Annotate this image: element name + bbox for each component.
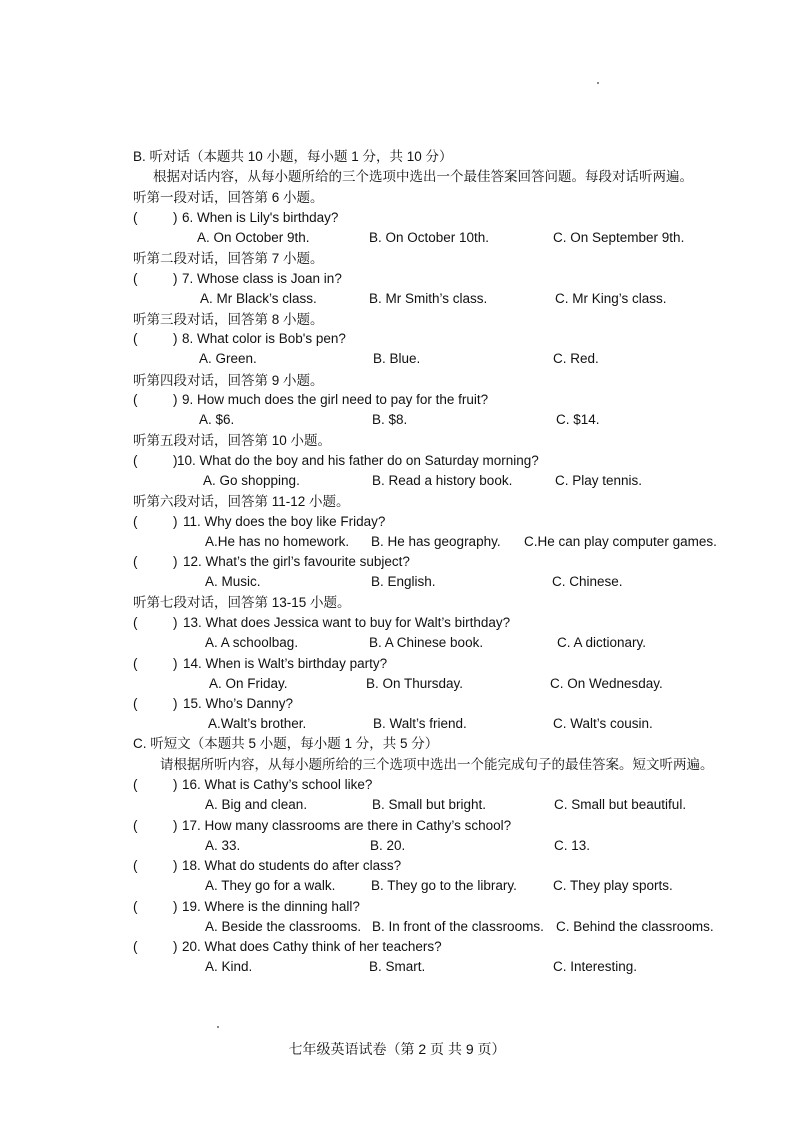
answer-blank-close: ) — [173, 818, 178, 833]
question-text: 19. Where is the dinning hall? — [182, 899, 360, 914]
option-b[interactable]: B. $8. — [372, 412, 408, 427]
option-c[interactable]: C. They play sports. — [553, 878, 673, 893]
answer-blank-close: ) — [173, 656, 178, 671]
answer-blank-close: ) — [173, 453, 178, 468]
dialogue-heading-2: 听第二段对话，回答第 7 小题。 — [133, 251, 324, 266]
answer-blank-open[interactable]: ( — [133, 392, 138, 407]
option-a[interactable]: A. Music. — [205, 574, 261, 589]
dialogue-heading-4: 听第四段对话，回答第 9 小题。 — [133, 373, 324, 388]
answer-blank-close: ) — [173, 696, 178, 711]
option-a[interactable]: A. On October 9th. — [197, 230, 310, 245]
question-text: 14. When is Walt’s birthday party? — [183, 656, 388, 671]
dialogue-heading-1: 听第一段对话，回答第 6 小题。 — [133, 190, 324, 205]
option-b[interactable]: B. Mr Smith’s class. — [369, 291, 488, 306]
option-c[interactable]: C. A dictionary. — [557, 635, 647, 650]
option-c[interactable]: C. $14. — [556, 412, 600, 427]
option-c[interactable]: C. 13. — [554, 838, 591, 853]
option-a[interactable]: A.Walt’s brother. — [208, 716, 307, 731]
option-b[interactable]: B. 20. — [370, 838, 406, 853]
scan-speck — [597, 82, 599, 84]
option-b[interactable]: B. Blue. — [373, 351, 421, 366]
answer-blank-close: ) — [173, 615, 178, 630]
answer-blank-open[interactable]: ( — [133, 453, 138, 468]
dialogue-heading-5: 听第五段对话，回答第 10 小题。 — [133, 433, 332, 448]
answer-blank-open[interactable]: ( — [133, 514, 138, 529]
answer-blank-close: ) — [173, 331, 178, 346]
question-text: 20. What does Cathy think of her teachers? — [182, 939, 442, 954]
question-text: 12. What’s the girl’s favourite subject? — [183, 554, 410, 569]
option-c[interactable]: C. Behind the classrooms. — [556, 919, 714, 934]
option-c[interactable]: C. Red. — [553, 351, 599, 366]
scan-speck — [217, 1026, 219, 1028]
dialogue-heading-6: 听第六段对话，回答第 11-12 小题。 — [133, 494, 350, 509]
option-b[interactable]: B. On Thursday. — [366, 676, 464, 691]
answer-blank-open[interactable]: ( — [133, 331, 138, 346]
answer-blank-close: ) — [173, 858, 178, 873]
option-a[interactable]: A. A schoolbag. — [205, 635, 299, 650]
option-b[interactable]: B. Read a history book. — [372, 473, 513, 488]
option-c[interactable]: C.He can play computer games. — [524, 534, 717, 549]
option-a[interactable]: A. Mr Black’s class. — [200, 291, 317, 306]
option-c[interactable]: C. Interesting. — [553, 959, 638, 974]
question-text: 6. When is Lily's birthday? — [182, 210, 339, 225]
answer-blank-open[interactable]: ( — [133, 656, 138, 671]
option-a[interactable]: A. Green. — [199, 351, 257, 366]
option-b[interactable]: B. Walt’s friend. — [373, 716, 467, 731]
answer-blank-open[interactable]: ( — [133, 615, 138, 630]
section-b-instruction: 根据对话内容，从每小题所给的三个选项中选出一个最佳答案回答问题。每段对话听两遍。 — [153, 169, 693, 184]
option-b[interactable]: B. He has geography. — [371, 534, 501, 549]
option-b[interactable]: B. In front of the classrooms. — [372, 919, 544, 934]
answer-blank-open[interactable]: ( — [133, 899, 138, 914]
answer-blank-close: ) — [173, 777, 178, 792]
option-a[interactable]: A. 33. — [205, 838, 241, 853]
option-b[interactable]: B. They go to the library. — [371, 878, 517, 893]
question-text: 7. Whose class is Joan in? — [182, 271, 342, 286]
answer-blank-open[interactable]: ( — [133, 554, 138, 569]
answer-blank-open[interactable]: ( — [133, 777, 138, 792]
question-text: 16. What is Cathy’s school like? — [182, 777, 373, 792]
dialogue-heading-3: 听第三段对话，回答第 8 小题。 — [133, 312, 324, 327]
section-c-instruction: 请根据所听内容，从每小题所给的三个选项中选出一个能完成句子的最佳答案。短文听两遍。 — [160, 757, 714, 772]
option-a[interactable]: A. They go for a walk. — [205, 878, 336, 893]
question-text: 15. Who’s Danny? — [183, 696, 294, 711]
option-b[interactable]: B. Small but bright. — [372, 797, 487, 812]
answer-blank-close: ) — [173, 939, 178, 954]
answer-blank-close: ) — [173, 554, 178, 569]
answer-blank-close: ) — [173, 210, 178, 225]
option-a[interactable]: A. Go shopping. — [203, 473, 300, 488]
option-c[interactable]: C. Walt’s cousin. — [553, 716, 653, 731]
question-text: 9. How much does the girl need to pay for the fruit? — [182, 392, 489, 407]
option-c[interactable]: C. On Wednesday. — [550, 676, 663, 691]
section-b-title: B. 听对话（本题共 10 小题，每小题 1 分，共 10 分） — [133, 149, 453, 164]
answer-blank-open[interactable]: ( — [133, 271, 138, 286]
option-c[interactable]: C. Mr King’s class. — [555, 291, 667, 306]
answer-blank-open[interactable]: ( — [133, 858, 138, 873]
section-c-title: C. 听短文（本题共 5 小题，每小题 1 分，共 5 分） — [133, 736, 439, 751]
option-a[interactable]: A. Big and clean. — [205, 797, 308, 812]
option-b[interactable]: B. English. — [371, 574, 436, 589]
option-b[interactable]: B. Smart. — [369, 959, 426, 974]
option-b[interactable]: B. On October 10th. — [369, 230, 490, 245]
question-text: 13. What does Jessica want to buy for Walt’s birthday? — [183, 615, 511, 630]
question-text: 11. Why does the boy like Friday? — [183, 514, 386, 529]
question-text: 18. What do students do after class? — [182, 858, 402, 873]
option-b[interactable]: B. A Chinese book. — [369, 635, 484, 650]
answer-blank-open[interactable]: ( — [133, 696, 138, 711]
question-text: 10. What do the boy and his father do on Saturday morning? — [177, 453, 539, 468]
option-c[interactable]: C. On September 9th. — [553, 230, 685, 245]
answer-blank-open[interactable]: ( — [133, 210, 138, 225]
answer-blank-close: ) — [173, 899, 178, 914]
option-c[interactable]: C. Small but beautiful. — [554, 797, 687, 812]
question-text: 17. How many classrooms are there in Cathy’s school? — [182, 818, 512, 833]
option-a[interactable]: A. On Friday. — [209, 676, 288, 691]
answer-blank-close: ) — [173, 514, 178, 529]
option-a[interactable]: A.He has no homework. — [205, 534, 350, 549]
answer-blank-close: ) — [173, 392, 178, 407]
answer-blank-close: ) — [173, 271, 178, 286]
page-footer: 七年级英语试卷（第 2 页 共 9 页） — [288, 1041, 506, 1057]
answer-blank-open[interactable]: ( — [133, 818, 138, 833]
dialogue-heading-7: 听第七段对话，回答第 13-15 小题。 — [133, 595, 351, 610]
option-a[interactable]: A. Beside the classrooms. — [205, 919, 362, 934]
option-c[interactable]: C. Play tennis. — [555, 473, 643, 488]
option-c[interactable]: C. Chinese. — [552, 574, 623, 589]
answer-blank-open[interactable]: ( — [133, 939, 138, 954]
option-a[interactable]: A. Kind. — [205, 959, 253, 974]
option-a[interactable]: A. $6. — [199, 412, 235, 427]
question-text: 8. What color is Bob's pen? — [182, 331, 346, 346]
